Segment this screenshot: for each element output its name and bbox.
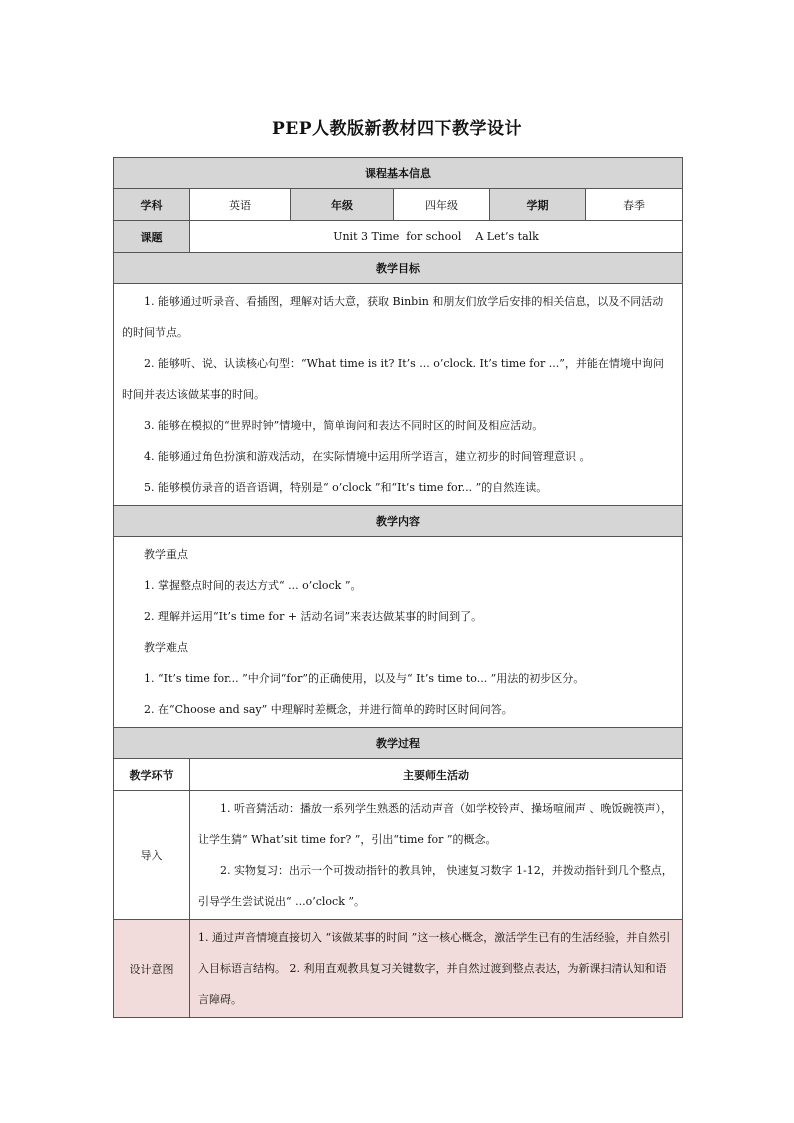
objective-item: 5. 能够模仿录音的语音语调，特别是“ o’clock ”和“It’s time for... ”的自然连读。 xyxy=(144,481,548,494)
topic-label: 课题 xyxy=(114,221,190,253)
term-value: 春季 xyxy=(586,189,683,221)
grade-label: 年级 xyxy=(291,189,394,221)
design-intent-text: 1. 通过声音情境直接切入 “该做某事的时间 ”这一核心概念，激活学生已有的生活经验，并自然引入目标语言结构。 2. 利用直观教具复习关键数字，并自然过渡到整点表达，为新课扫清认知和语言障碍。 xyxy=(198,931,671,1006)
difficulty-item: 1. “It’s time for... ”中介词“for”的正确使用，以及与“ It’s time to... ”用法的初步区分。 xyxy=(144,672,585,685)
content-header: 教学内容 xyxy=(114,506,683,537)
intro-activities xyxy=(190,791,683,920)
objective-item: 2. 能够听、说、认读核心句型：“What time is it? It’s ... o’clock. It’s time for ...”，并能在情境中询问时间并表达该做某事的时间。 xyxy=(122,357,664,401)
activity-column-header: 主要师生活动 xyxy=(190,759,683,791)
subject-value: 英语 xyxy=(190,189,291,221)
subject-label: 学科 xyxy=(114,189,190,221)
content-body xyxy=(114,537,683,728)
design-intent-label: 设计意图 xyxy=(114,920,190,1018)
page-title: PEP人教版新教材四下教学设计 xyxy=(271,119,523,139)
term-label: 学期 xyxy=(490,189,586,221)
lesson-plan-table xyxy=(113,157,683,1018)
stage-intro-label: 导入 xyxy=(114,791,190,920)
objective-item: 4. 能够通过角色扮演和游戏活动，在实际情境中运用所学语言，建立初步的时间管理意识 。 xyxy=(144,450,591,463)
difficulty-label: 教学难点 xyxy=(144,641,188,654)
process-header: 教学过程 xyxy=(114,728,683,759)
key-point-item: 2. 理解并运用“It’s time for + 活动名词”来表达做某事的时间到了。 xyxy=(144,610,483,623)
key-points-label: 教学重点 xyxy=(144,548,188,561)
objective-item: 3. 能够在模拟的“世界时钟”情境中，简单询问和表达不同时区的时间及相应活动。 xyxy=(144,419,544,432)
difficulty-item: 2. 在“Choose and say” 中理解时差概念，并进行简单的跨时区时间问答。 xyxy=(144,703,513,716)
key-point-item: 1. 掌握整点时间的表达方式“ ... o’clock ”。 xyxy=(144,579,362,592)
intro-activity-item: 1. 听音猜活动：播放一系列学生熟悉的活动声音（如学校铃声、操场喧闹声 、晚饭碗筷声），让学生猜“ What’sit time for? ”，引出“time for ”的概念。 xyxy=(198,802,672,846)
objectives-header: 教学目标 xyxy=(114,253,683,284)
intro-activity-item: 2. 实物复习：出示一个可拨动指针的教具钟， 快速复习数字 1-12，并拨动指针到几个整点，引导学生尝试说出“ ...o’clock ”。 xyxy=(198,864,673,908)
topic-value: Unit 3 Time for school A Let’s talk xyxy=(190,221,683,253)
design-intent-body xyxy=(190,920,683,1018)
basic-info-header: 课程基本信息 xyxy=(114,158,683,189)
objectives-body xyxy=(114,284,683,506)
objective-item: 1. 能够通过听录音、看插图，理解对话大意，获取 Binbin 和朋友们放学后安排的相关信息，以及不同活动的时间节点。 xyxy=(122,295,664,339)
stage-column-header: 教学环节 xyxy=(114,759,190,791)
grade-value: 四年级 xyxy=(394,189,490,221)
